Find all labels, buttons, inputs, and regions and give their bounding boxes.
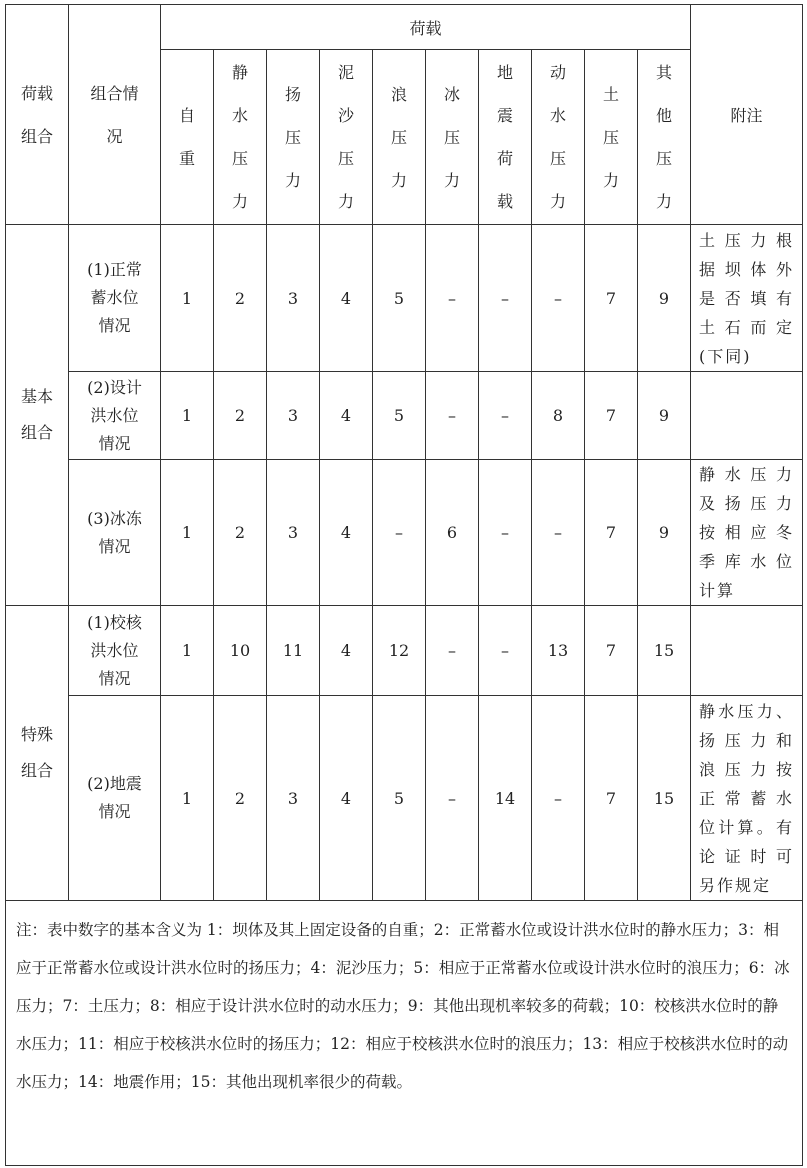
header-load-col: [532, 50, 585, 225]
load-value-cell: 1: [161, 225, 214, 372]
situation-cell: [69, 460, 161, 606]
header-combo-text: 荷载: [20, 83, 53, 103]
header-load-char: 扬: [284, 84, 301, 104]
header-load-char: 土: [602, 84, 619, 104]
remarks-text: 静水压力、: [699, 701, 795, 721]
situation-cell: [69, 225, 161, 372]
header-load-char: 水: [549, 106, 566, 125]
table-row: [6, 606, 803, 696]
load-value-cell: –: [479, 372, 532, 460]
load-value-cell: –: [479, 606, 532, 696]
header-load-char: 压: [231, 149, 248, 168]
load-value-cell: 5: [373, 372, 426, 460]
remarks-cell: [691, 606, 803, 696]
combo-group-text: 组合: [20, 761, 53, 780]
load-value-cell: 1: [161, 372, 214, 460]
load-value-cell: 7: [585, 225, 638, 372]
header-load-col: [373, 50, 426, 225]
situation-text: (1)校核: [87, 612, 142, 632]
header-load-char: 他: [656, 106, 673, 125]
header-load-char: 浪: [390, 84, 407, 104]
table-row: [6, 696, 803, 901]
remarks-text: 扬压力和: [699, 730, 795, 750]
remarks-cell: [691, 696, 803, 901]
remarks-cell: [691, 225, 803, 372]
header-load-char: 力: [602, 170, 619, 190]
header-load-char: 力: [443, 170, 460, 190]
remarks-cell: [691, 372, 803, 460]
load-value-cell: 8: [532, 372, 585, 460]
combo-group-text: 特殊: [20, 725, 53, 744]
header-situation-text: 况: [106, 126, 123, 146]
load-combination-table: [5, 4, 803, 1166]
remarks-text: 土压力根: [699, 230, 795, 250]
table-row: [6, 460, 803, 606]
situation-cell: [69, 606, 161, 696]
combo-group-text: 组合: [20, 423, 53, 442]
situation-text: 洪水位: [90, 405, 139, 425]
remarks-text: 计算: [699, 581, 736, 600]
remarks-text: 浪压力按: [699, 759, 795, 779]
header-load-char: 冰: [443, 84, 460, 104]
header-load-char: 荷: [496, 149, 513, 168]
combo-group-cell: [6, 606, 69, 901]
load-value-cell: 14: [479, 696, 532, 901]
header-load-col: [426, 50, 479, 225]
load-value-cell: 7: [585, 696, 638, 901]
load-value-cell: 12: [373, 606, 426, 696]
header-load-char: 压: [602, 127, 619, 147]
remarks-text: 正常蓄水: [699, 788, 795, 808]
load-value-cell: 2: [214, 696, 267, 901]
header-load-col: [267, 50, 320, 225]
header-load-char: 载: [496, 192, 513, 211]
header-load-char: 力: [390, 170, 407, 190]
header-load-char: 力: [656, 192, 673, 211]
header-combo: [6, 5, 69, 225]
header-load-char: 力: [231, 192, 248, 211]
load-value-cell: 4: [320, 460, 373, 606]
load-value-cell: 7: [585, 372, 638, 460]
header-load-char: 重: [178, 149, 195, 168]
load-value-cell: –: [373, 460, 426, 606]
remarks-text: 静水压力: [699, 465, 795, 484]
header-load-char: 震: [496, 106, 513, 125]
table-row: [6, 372, 803, 460]
situation-cell: [69, 696, 161, 901]
load-value-cell: 15: [638, 696, 691, 901]
situation-text: 洪水位: [90, 640, 139, 660]
load-value-cell: 4: [320, 225, 373, 372]
header-load-char: 压: [337, 149, 354, 168]
load-value-cell: 9: [638, 225, 691, 372]
situation-text: (2)地震: [87, 774, 142, 793]
situation-text: (1)正常: [87, 260, 142, 279]
situation-text: 情况: [98, 316, 131, 335]
load-value-cell: –: [479, 225, 532, 372]
table-footnote-body: [6, 901, 803, 1166]
load-value-cell: 2: [214, 372, 267, 460]
remarks-text: 土石而定: [699, 317, 795, 337]
load-value-cell: –: [426, 696, 479, 901]
header-load-char: 泥: [337, 63, 354, 82]
load-value-cell: 1: [161, 696, 214, 901]
header-load-char: 自: [178, 106, 195, 125]
header-load-char: 压: [443, 127, 460, 147]
load-value-cell: –: [532, 696, 585, 901]
header-load-char: 地: [496, 63, 513, 82]
load-value-cell: –: [426, 606, 479, 696]
load-value-cell: 6: [426, 460, 479, 606]
load-value-cell: –: [479, 460, 532, 606]
header-load-char: 动: [549, 63, 566, 82]
load-value-cell: 1: [161, 460, 214, 606]
situation-cell: [69, 372, 161, 460]
remarks-text: 是否填有: [699, 288, 795, 308]
header-load-char: 压: [284, 127, 301, 147]
table-body: [6, 5, 803, 901]
remarks-text: 及扬压力: [699, 494, 795, 513]
combo-group-cell: [6, 225, 69, 606]
header-load-char: 其: [656, 63, 673, 82]
remarks-cell: [691, 460, 803, 606]
header-load-col: [479, 50, 532, 225]
load-value-cell: 7: [585, 460, 638, 606]
situation-text: 蓄水位: [90, 288, 139, 307]
header-load-char: 沙: [337, 106, 354, 125]
situation-text: 情况: [98, 802, 131, 821]
header-load-char: 力: [337, 192, 354, 211]
header-load-char: 压: [656, 149, 673, 168]
remarks-text: (下同): [699, 346, 752, 366]
load-value-cell: 2: [214, 225, 267, 372]
header-load-char: 压: [390, 127, 407, 147]
situation-text: 情况: [98, 536, 131, 556]
header-load-col: [638, 50, 691, 225]
table-footnote: 注：表中数字的基本含义为 1：坝体及其上固定设备的自重；2：正常蓄水位或设计洪水位时的静水压力；3：相应于正常蓄水位或设计洪水位时的扬压力；4：泥沙压力；5：相应于正常蓄水位或设计洪水位时的浪压力；6：冰压力；7：土压力；8：相应于设计洪水位时的动水压力；9：其他出现机率较多的荷载；10：校核洪水位时的静水压力；11：相应于校核洪水位时的扬压力；12：相应于校核洪水位时的浪压力；13：相应于校核洪水位时的动水压力；14：地震作用；15：其他出现机率很少的荷载。: [6, 901, 803, 1166]
header-remarks: 附注: [691, 5, 803, 225]
load-value-cell: 4: [320, 696, 373, 901]
load-value-cell: –: [532, 225, 585, 372]
load-value-cell: 9: [638, 460, 691, 606]
remarks-text: 季库水位: [699, 552, 795, 571]
header-load-char: 静: [231, 63, 248, 82]
situation-text: (2)设计: [87, 377, 142, 397]
combo-group-text: 基本: [20, 387, 53, 406]
remarks-text: 据坝体外: [699, 259, 795, 279]
situation-text: (3)冰冻: [87, 508, 142, 528]
header-combo-text: 组合: [20, 126, 53, 146]
load-value-cell: –: [532, 460, 585, 606]
load-value-cell: 15: [638, 606, 691, 696]
load-value-cell: 4: [320, 606, 373, 696]
load-value-cell: 4: [320, 372, 373, 460]
load-value-cell: –: [426, 372, 479, 460]
header-load-char: 压: [549, 149, 566, 168]
load-value-cell: 11: [267, 606, 320, 696]
load-value-cell: 10: [214, 606, 267, 696]
load-value-cell: 3: [267, 225, 320, 372]
header-load-col: [585, 50, 638, 225]
remarks-text: 论证时可: [699, 846, 795, 866]
header-load-col: [214, 50, 267, 225]
load-value-cell: 7: [585, 606, 638, 696]
load-value-cell: 9: [638, 372, 691, 460]
load-value-cell: 3: [267, 696, 320, 901]
header-load-group: 荷载: [161, 5, 691, 50]
load-value-cell: 2: [214, 460, 267, 606]
header-load-char: 水: [231, 106, 248, 125]
header-load-col: [161, 50, 214, 225]
header-load-char: 力: [284, 170, 301, 190]
header-situation: [69, 5, 161, 225]
header-load-col: [320, 50, 373, 225]
load-value-cell: 13: [532, 606, 585, 696]
remarks-text: 另作规定: [699, 875, 772, 895]
load-value-cell: –: [426, 225, 479, 372]
load-value-cell: 3: [267, 460, 320, 606]
situation-text: 情况: [98, 668, 131, 688]
load-value-cell: 5: [373, 696, 426, 901]
remarks-text: 位计算。有: [699, 817, 795, 837]
table-row: [6, 225, 803, 372]
remarks-text: 按相应冬: [699, 523, 795, 542]
header-situation-text: 组合情: [90, 83, 139, 103]
situation-text: 情况: [98, 433, 131, 453]
header-load-char: 力: [549, 192, 566, 211]
load-value-cell: 5: [373, 225, 426, 372]
load-value-cell: 1: [161, 606, 214, 696]
load-value-cell: 3: [267, 372, 320, 460]
